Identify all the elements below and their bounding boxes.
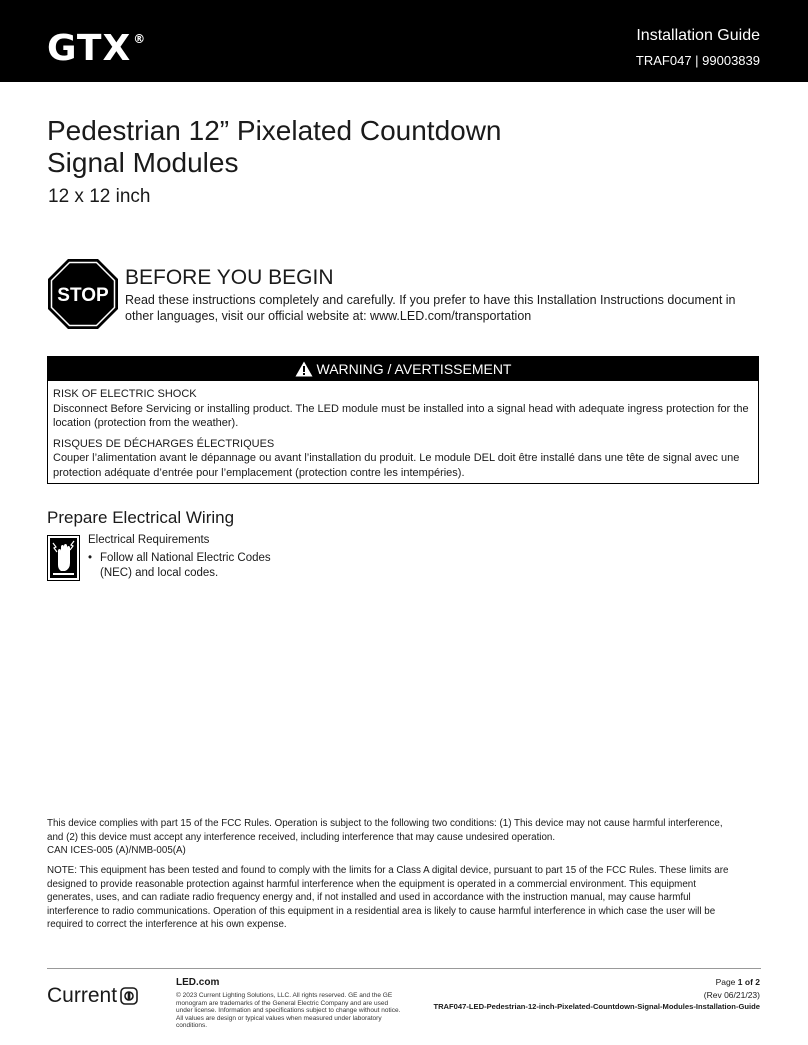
page-title bbox=[47, 115, 502, 179]
prepare-wiring-heading: Prepare Electrical Wiring bbox=[47, 508, 235, 527]
can-ices-code: CAN ICES-005 (A)/NMB-005(A) bbox=[47, 845, 186, 856]
brand-name: GTX bbox=[47, 28, 132, 69]
current-monogram-icon bbox=[120, 987, 138, 1005]
warning-box bbox=[47, 356, 759, 484]
registered-mark: ® bbox=[133, 32, 147, 46]
fcc-statement: This device complies with part 15 of the FCC Rules. Operation is subject to the following two conditions: (1) This device may not cause harmful interference, and (2) this device must accept any interference received, including interference that may cause undesired operation. bbox=[47, 818, 723, 843]
electrical-requirements-list bbox=[88, 551, 271, 581]
before-you-begin-heading: BEFORE YOU BEGIN bbox=[125, 266, 334, 289]
fcc-note: NOTE: This equipment has been tested and found to comply with the limits for a Class A digital device, pursuant to part 15 of the FCC Rules. These limits are designed to provide reasonable protection against harmful interference when the equipment is operated in a commercial environment. This equipment generates, uses, and can radiate radio frequency energy and, if not installed and used in accordance with the instruction manual, may cause harmful interference to radio communications. Operation of this equipment in a residential area is likely to cause harmful interference in which case the user will be required to correct the interference at his own expense. bbox=[47, 865, 729, 930]
warning-fr-text: Couper l’alimentation avant le dépannage ou avant l’installation du produit. Le module DEL doit être installé dans une tête de signal avec une protection adéquate d’entrée pour l’emplacement (protection contre les intempéries). bbox=[53, 452, 740, 479]
page-number bbox=[716, 977, 760, 987]
title-line-2: Signal Modules bbox=[47, 147, 239, 178]
doc-codes: TRAF047 | 99003839 bbox=[635, 53, 760, 68]
stop-sign-icon bbox=[47, 258, 119, 330]
warning-fr-heading: RISQUES DE DÉCHARGES ÉLECTRIQUES bbox=[53, 437, 275, 450]
title-line-1: Pedestrian 12” Pixelated Countdown bbox=[47, 115, 502, 146]
current-logo bbox=[47, 984, 138, 1008]
file-name: TRAF047-LED-Pedestrian-12-inch-Pixelated-Countdown-Signal-Modules-Installation-Guide bbox=[433, 1002, 760, 1011]
gtx-logo bbox=[47, 28, 146, 69]
footer-site: LED.com bbox=[176, 977, 220, 988]
warning-en-heading: RISK OF ELECTRIC SHOCK bbox=[53, 388, 197, 400]
current-brand: Current bbox=[47, 984, 118, 1007]
list-item bbox=[88, 551, 271, 581]
bullet: • bbox=[88, 552, 93, 564]
doc-type: Installation Guide bbox=[636, 27, 760, 44]
warning-bar bbox=[48, 357, 758, 381]
warning-title: WARNING / AVERTISSEMENT bbox=[316, 361, 512, 377]
bullet-line-2: (NEC) and local codes. bbox=[100, 567, 219, 579]
warning-en-text: Disconnect Before Servicing or installing product. The LED module must be installed into a signal head with adequate ingress protection for the location (protection from the weather). bbox=[53, 402, 749, 429]
before-you-begin-text: Read these instructions completely and carefully. If you prefer to have this Installation Instructions document in other languages, visit our official website at: www.LED.com/transportation bbox=[125, 293, 736, 323]
electrical-requirements-title: Electrical Requirements bbox=[88, 534, 210, 546]
page-num: 1 of 2 bbox=[737, 977, 760, 987]
revision-date: (Rev 06/21/23) bbox=[703, 990, 760, 1000]
warning-triangle-icon bbox=[295, 361, 313, 377]
bullet-line-1: Follow all National Electric Codes bbox=[100, 552, 271, 564]
list-item-text bbox=[100, 551, 271, 581]
footer-copyright: © 2023 Current Lighting Solutions, LLC. All rights reserved. GE and the GE monogram are trademarks of the General Electric Company and are used under license. Information and specifications subject to change without notice. All values are design or typical values when measured under laboratory conditions. bbox=[176, 992, 401, 1030]
page-subtitle: 12 x 12 inch bbox=[48, 186, 151, 207]
electric-hazard-hand-icon bbox=[47, 535, 80, 581]
footer-divider bbox=[47, 968, 761, 969]
page-label: Page bbox=[715, 977, 736, 987]
stop-label: STOP bbox=[57, 285, 109, 306]
warning-body bbox=[48, 381, 758, 480]
page-header bbox=[0, 0, 808, 82]
